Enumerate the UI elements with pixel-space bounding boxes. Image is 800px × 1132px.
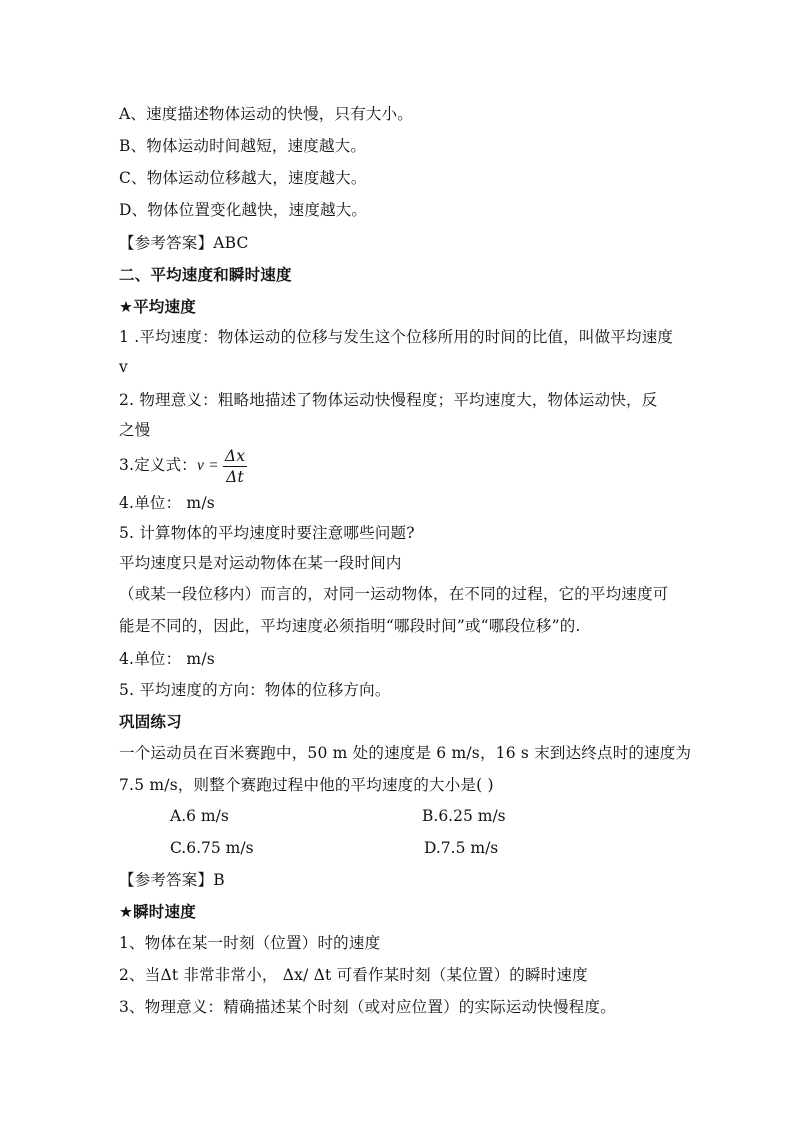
section-heading: 二、平均速度和瞬时速度 (119, 266, 292, 284)
average-velocity-title: ★平均速度 (119, 298, 196, 316)
instantaneous-line-3: 3、物理意义：精确描述某个时刻（或对应位置）的实际运动快慢程度。 (119, 998, 616, 1016)
note-line-1: 平均速度只是对运动物体在某一段时间内 (119, 554, 402, 572)
reference-answer-1: 【参考答案】ABC (119, 234, 249, 252)
definition-line-2: v (119, 358, 128, 376)
definition-line-1: 1 .平均速度：物体运动的位移与发生这个位移所用的时间的比值，叫做平均速度 (119, 328, 674, 346)
unit-line-2: 4.单位： m/s (119, 650, 215, 668)
problem-line-1: 一个运动员在百米赛跑中，50 m 处的速度是 6 m/s，16 s 末到达终点时的速度为 (119, 744, 692, 762)
formula-label: 3.定义式： (119, 456, 197, 474)
option-c: C、物体运动位移越大，速度越大。 (119, 169, 367, 187)
choice-b: B.6.25 m/s (422, 807, 506, 825)
formula-denominator: Δt (226, 467, 244, 486)
meaning-line-2: 之慢 (119, 421, 151, 439)
option-d: D、物体位置变化越快，速度越大。 (119, 201, 368, 219)
formula-fraction (223, 446, 247, 487)
option-b: B、物体运动时间越短，速度越大。 (119, 137, 367, 155)
practice-heading: 巩固练习 (119, 713, 182, 731)
instantaneous-line-2: 2、当Δt 非常非常小， Δx/ Δt 可看作某时刻（某位置）的瞬时速度 (119, 966, 588, 984)
choice-d: D.7.5 m/s (424, 839, 499, 857)
problem-line-2: 7.5 m/s，则整个赛跑过程中他的平均速度的大小是( ) (119, 776, 494, 794)
formula-lhs: v = (197, 457, 219, 474)
unit-line-1: 4.单位： m/s (119, 494, 215, 512)
note-line-2: （或某一段位移内）而言的，对同一运动物体，在不同的过程，它的平均速度可 (119, 585, 669, 603)
question-5: 5. 计算物体的平均速度时要注意哪些问题? (119, 524, 415, 542)
formula-numerator: Δx (224, 446, 246, 465)
instantaneous-line-1: 1、物体在某一时刻（位置）时的速度 (119, 934, 381, 952)
meaning-line-1: 2. 物理意义：粗略地描述了物体运动快慢程度；平均速度大，物体运动快，反 (119, 391, 658, 409)
option-a: A、速度描述物体运动的快慢，只有大小。 (119, 105, 413, 123)
formula-line (119, 445, 247, 487)
direction-line: 5. 平均速度的方向：物体的位移方向。 (119, 681, 391, 699)
reference-answer-2: 【参考答案】B (119, 871, 225, 889)
choice-c: C.6.75 m/s (170, 839, 254, 857)
instantaneous-velocity-title: ★瞬时速度 (119, 903, 196, 921)
choice-a: A.6 m/s (170, 807, 229, 825)
note-line-3: 能是不同的，因此，平均速度必须指明“哪段时间”或“哪段位移”的. (119, 617, 581, 635)
